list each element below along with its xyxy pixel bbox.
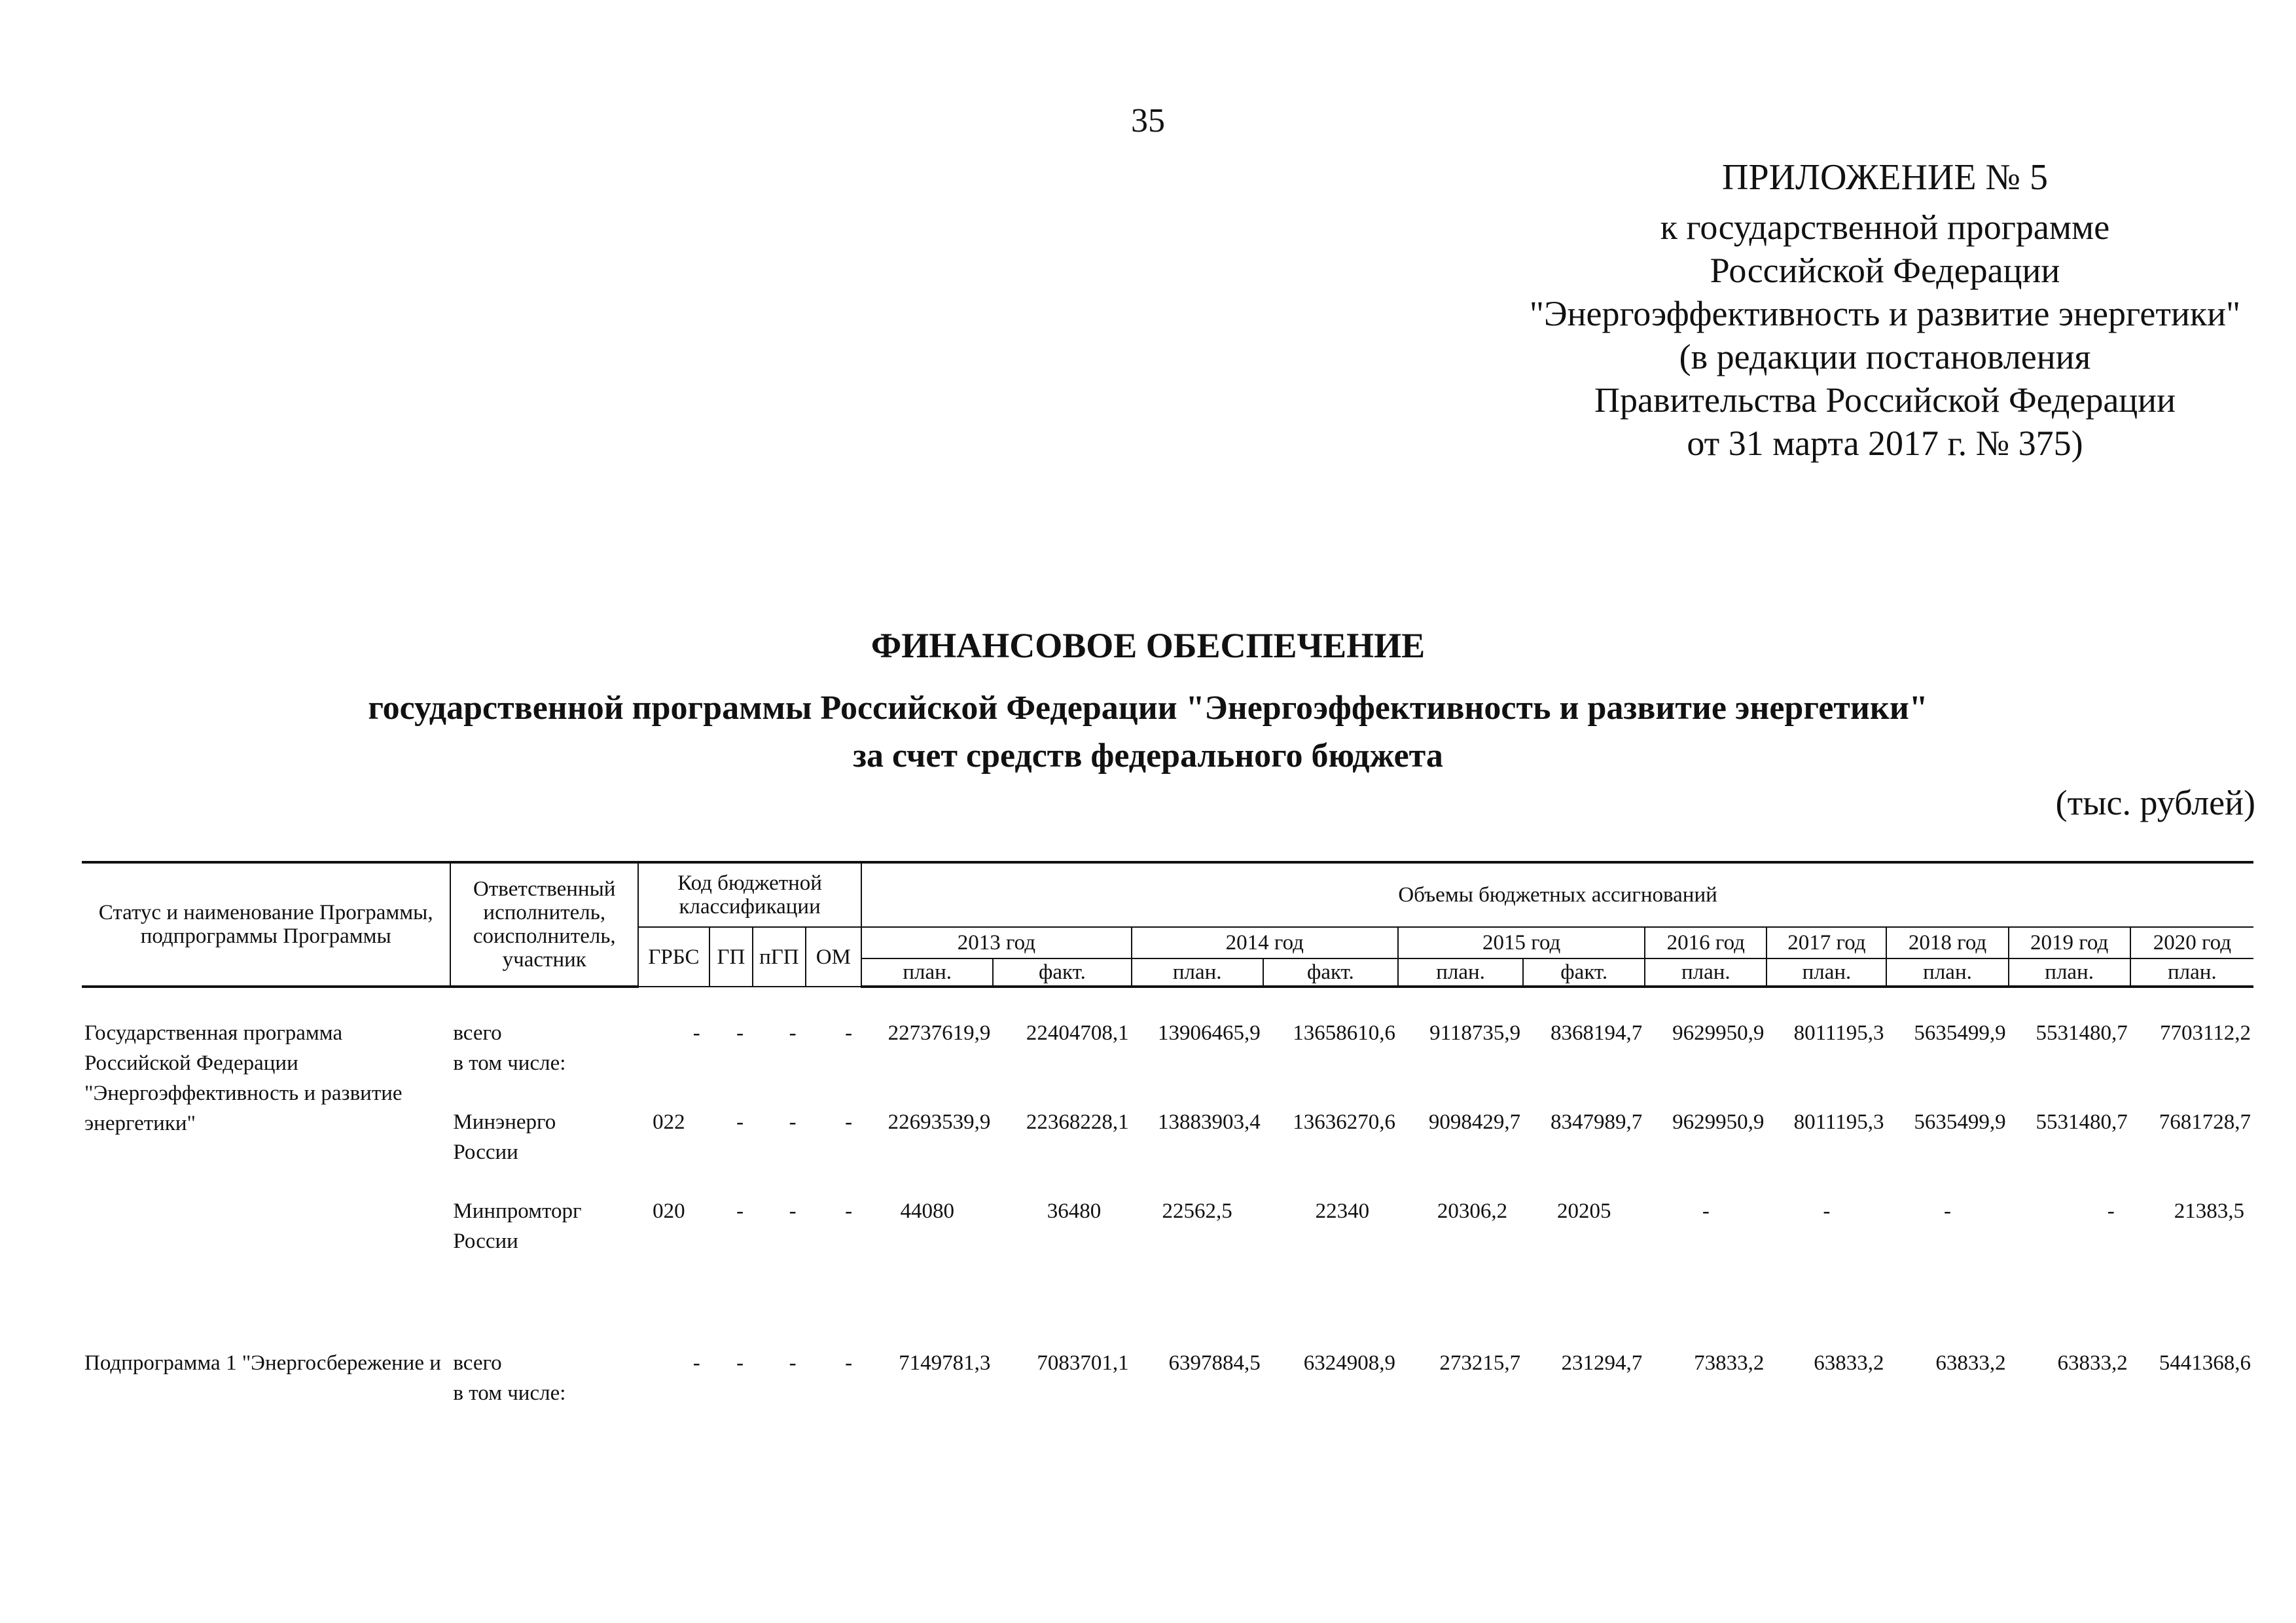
row-value: 9118735,9 [1429,1021,1521,1045]
row-value: - [1944,1199,1952,1223]
header-year: 2016 год [1645,927,1767,958]
header-subcol: план. [1886,958,2008,987]
table-row [82,1167,2253,1256]
header-om: ОМ [806,927,862,987]
row-executor: Минэнерго России [453,1110,556,1164]
row-value: 6324908,9 [1303,1351,1396,1375]
header-subcol: план. [1132,958,1263,987]
row-value: 9629950,9 [1672,1021,1765,1045]
header-gp: ГП [709,927,753,987]
row-code-om: - [845,1351,853,1375]
header-year: 2015 год [1398,927,1645,958]
financing-table [82,861,2253,1408]
annex-line: (в редакции постановления [1679,337,2091,376]
header-subcol: план. [1767,958,1886,987]
row-value: 5635499,9 [1914,1110,2006,1134]
table-row [82,1348,2253,1408]
row-code-grbs: - [692,1351,700,1375]
row-executor: всего в том числе: [453,1021,566,1075]
row-executor: Минпромторг России [453,1199,582,1253]
document-subtitle-2: за счет средств федерального бюджета [853,737,1443,775]
row-value: 7681728,7 [2159,1110,2251,1134]
row-code-om: - [845,1199,853,1223]
header-subcol: факт. [993,958,1131,987]
spacer [82,987,2253,1018]
row-value: 13658610,6 [1293,1021,1396,1045]
row-value: 8368194,7 [1551,1021,1643,1045]
row-code-gp: - [736,1199,744,1223]
header-subcol: план. [1645,958,1767,987]
row-value: 20205 [1556,1199,1611,1223]
row-code-pgp: - [789,1021,797,1045]
header-budget-code: Код бюджетной классификации [638,862,861,927]
row-value: 5531480,7 [2036,1021,2128,1045]
row-value: 9629950,9 [1672,1110,1765,1134]
row-value: 7149781,3 [899,1351,991,1375]
row-code-pgp: - [789,1199,797,1223]
header-grbs: ГРБС [638,927,709,987]
header-subcol: план. [2009,958,2130,987]
header-year: 2017 год [1767,927,1886,958]
row-value: 8011195,3 [1793,1110,1884,1134]
row-value: - [1702,1199,1710,1223]
row-value: 13636270,6 [1293,1110,1396,1134]
row-code-gp: - [736,1351,744,1375]
row-value: 13883903,4 [1158,1110,1261,1134]
row-name [82,1167,450,1256]
row-name: Государственная программа Российской Федерации "Энергоэффективность и развитие энергетики" [84,1021,403,1135]
row-value: 44080 [900,1199,954,1223]
header-subcol: план. [2130,958,2253,987]
row-code-gp: - [736,1021,744,1045]
row-value: 22368228,1 [1026,1110,1129,1134]
row-value: 273215,7 [1439,1351,1521,1375]
row-code-pgp: - [789,1110,797,1134]
annex-line: "Энергоэффективность и развитие энергетики" [1529,294,2241,333]
row-value: 231294,7 [1561,1351,1643,1375]
row-value: 7703112,2 [2159,1021,2251,1045]
row-value: 13906465,9 [1158,1021,1261,1045]
row-value: 63833,2 [1935,1351,2006,1375]
row-value: 22693539,9 [888,1110,991,1134]
header-year: 2020 год [2130,927,2253,958]
table-row [82,1018,2253,1078]
row-value: 5531480,7 [2036,1110,2128,1134]
row-value: - [2107,1199,2115,1223]
annex-title: ПРИЛОЖЕНИЕ № 5 [1722,157,2048,198]
header-year: 2019 год [2009,927,2130,958]
header-pgp: пГП [753,927,805,987]
header-subcol: факт. [1263,958,1398,987]
row-code-om: - [845,1110,853,1134]
row-value: 21383,5 [2174,1199,2244,1223]
spacer [82,1256,2253,1348]
units-label: (тыс. рублей) [2055,783,2255,822]
header-volumes: Объемы бюджетных ассигнований [861,862,2253,927]
row-executor: всего в том числе: [453,1351,566,1405]
row-code-grbs: 020 [653,1199,685,1223]
annex-line: от 31 марта 2017 г. № 375) [1687,424,2083,463]
row-value: 63833,2 [2057,1351,2128,1375]
row-value: 73833,2 [1694,1351,1765,1375]
row-value: 20306,2 [1437,1199,1508,1223]
row-value: 36480 [1047,1199,1102,1223]
header-year: 2014 год [1132,927,1398,958]
row-name: Подпрограмма 1 "Энергосбережение и [84,1351,441,1375]
header-subcol: план. [1398,958,1523,987]
row-value: 6397884,5 [1168,1351,1261,1375]
annex-line: к государственной программе [1660,208,2110,247]
annex-line: Правительства Российской Федерации [1594,380,2176,420]
row-code-pgp: - [789,1351,797,1375]
row-value: 5635499,9 [1914,1021,2006,1045]
row-value: 22404708,1 [1026,1021,1129,1045]
row-value: 5441368,6 [2159,1351,2251,1375]
row-value: 22340 [1315,1199,1370,1223]
row-value: 7083701,1 [1037,1351,1129,1375]
row-value: 22562,5 [1162,1199,1232,1223]
document-title: ФИНАНСОВОЕ ОБЕСПЕЧЕНИЕ [870,626,1426,665]
row-value: 9098429,7 [1428,1110,1521,1134]
row-code-grbs: 022 [653,1110,685,1134]
row-value: 22737619,9 [888,1021,991,1045]
row-code-grbs: - [692,1021,700,1045]
header-executor: Ответственный исполнитель, соисполнитель, участник [450,862,638,987]
page-number: 35 [1131,102,1165,139]
row-code-om: - [845,1021,853,1045]
header-status: Статус и наименование Программы, подпрограммы Программы [82,862,450,987]
header-subcol: факт. [1523,958,1645,987]
header-year: 2013 год [861,927,1131,958]
row-code-gp: - [736,1110,744,1134]
row-value: 8347989,7 [1551,1110,1643,1134]
annex-line: Российской Федерации [1710,251,2060,290]
row-value: - [1823,1199,1831,1223]
header-subcol: план. [861,958,993,987]
row-value: 8011195,3 [1793,1021,1884,1045]
annex-block [1518,156,2251,465]
row-value: 63833,2 [1814,1351,1884,1375]
document-subtitle: государственной программы Российской Федерации "Энергоэффективность и развитие энергетики" [368,689,1928,727]
header-year: 2018 год [1886,927,2008,958]
